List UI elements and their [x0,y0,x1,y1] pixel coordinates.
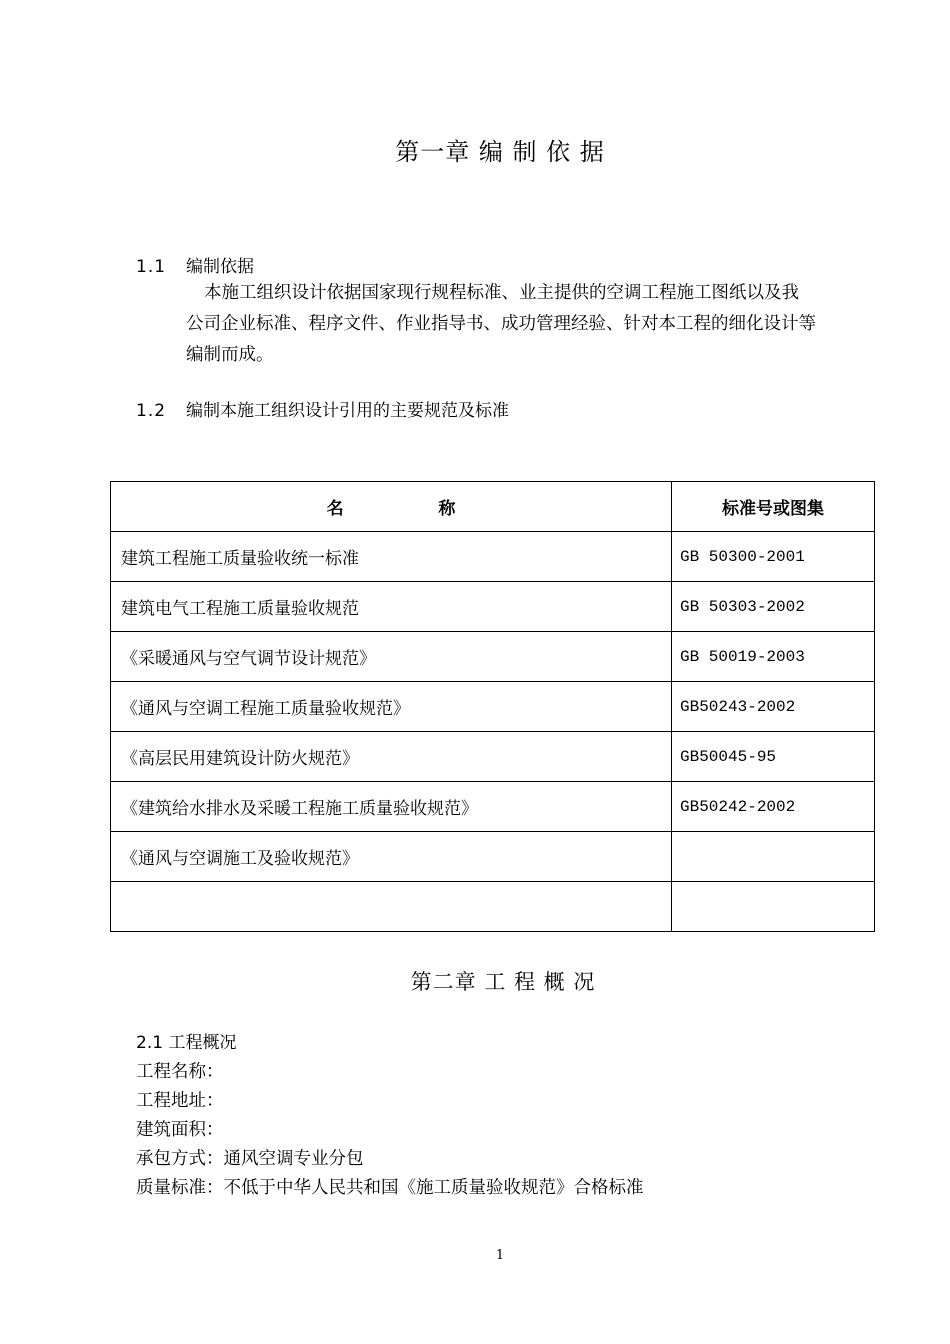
standard-name: 建筑电气工程施工质量验收规范 [111,582,672,632]
section-1-1-heading [136,252,254,277]
standard-code: GB50045-95 [672,732,875,782]
chapter-1-title: 第一章 编 制 依 据 [395,138,605,166]
paragraph-line: 公司企业标准、程序文件、作业指导书、成功管理经验、针对本工程的细化设计等 [186,314,816,334]
standard-code: GB50242-2002 [672,782,875,832]
project-overview [136,1029,644,1203]
standard-name: 《高层民用建筑设计防火规范》 [111,732,672,782]
standard-code: GB 50300-2001 [672,532,875,582]
paragraph-line: 编制而成。 [186,345,274,365]
section-1-1-paragraph [186,278,866,371]
standard-code: GB 50303-2002 [672,582,875,632]
table-row [111,732,875,782]
section-title: 编制本施工组织设计引用的主要规范及标准 [186,401,509,421]
standard-name [111,882,672,932]
standard-code [672,832,875,882]
standard-code [672,882,875,932]
paragraph-line: 本施工组织设计依据国家现行规程标准、业主提供的空调工程施工图纸以及我 [204,283,799,303]
standards-table [110,481,875,932]
header-name: 名 称 [111,482,672,532]
standard-name: 建筑工程施工质量验收统一标准 [111,532,672,582]
standard-code: GB 50019-2003 [672,632,875,682]
section-number: 1.2 [136,401,167,421]
table-row [111,882,875,932]
header-code: 标准号或图集 [672,482,875,532]
contract-type-line: 承包方式：通风空调专业分包 [136,1149,364,1169]
standard-name: 《通风与空调工程施工质量验收规范》 [111,682,672,732]
project-address-line: 工程地址： [136,1091,224,1111]
chapter-2-title: 第二章 工 程 概 况 [410,970,596,994]
quality-standard-line: 质量标准：不低于中华人民共和国《施工质量验收规范》合格标准 [136,1178,644,1198]
section-1-2-heading [136,396,509,421]
project-name-line: 工程名称： [136,1062,224,1082]
table-row [111,582,875,632]
section-number: 1.1 [136,257,167,277]
table-row [111,632,875,682]
table-header-row [111,482,875,532]
table-row [111,682,875,732]
table-row [111,832,875,882]
standard-name: 《采暖通风与空气调节设计规范》 [111,632,672,682]
table-row [111,782,875,832]
page-number: 1 [495,1248,505,1263]
section-2-1-heading: 2.1 工程概况 [136,1033,237,1053]
building-area-line: 建筑面积： [136,1120,224,1140]
section-title: 编制依据 [186,257,254,277]
standard-code: GB50243-2002 [672,682,875,732]
standard-name: 《建筑给水排水及采暖工程施工质量验收规范》 [111,782,672,832]
standard-name: 《通风与空调施工及验收规范》 [111,832,672,882]
table-row [111,532,875,582]
